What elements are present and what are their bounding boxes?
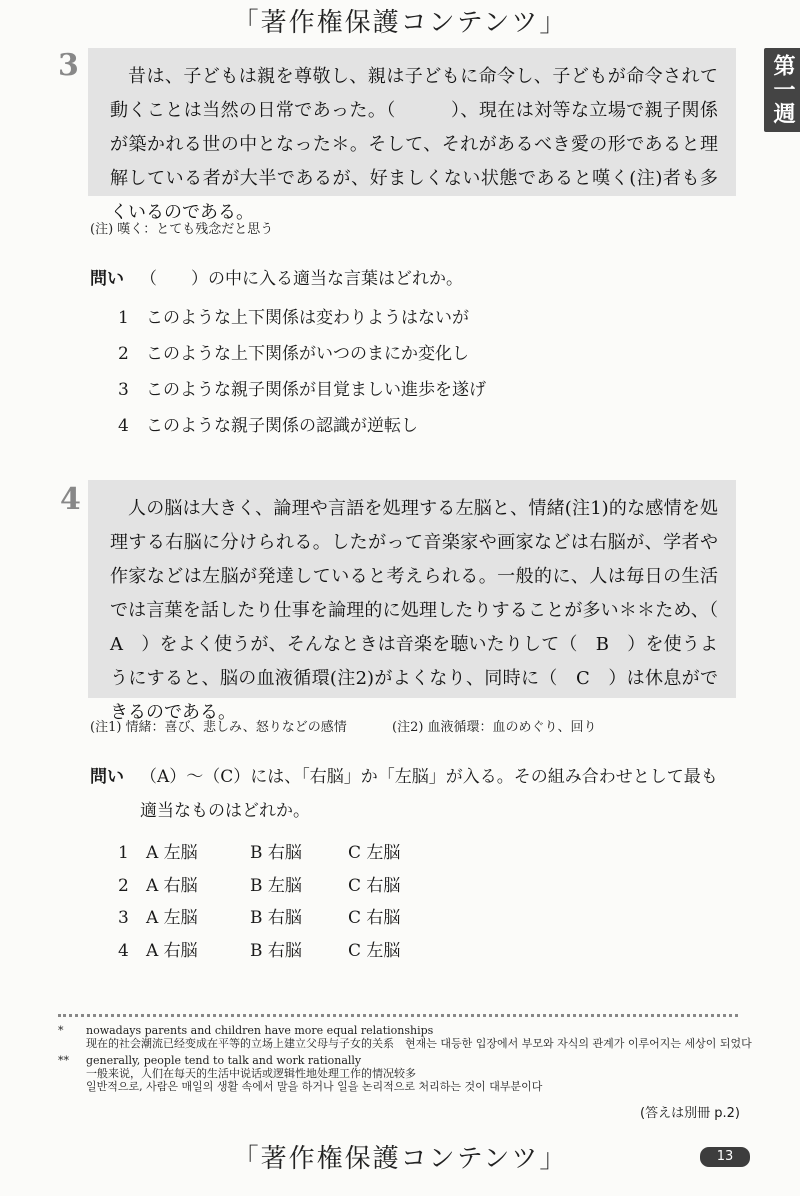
option-3-2[interactable] [118,338,486,374]
question-3 [90,262,730,296]
passage-3: 昔は、子どもは親を尊敬し、親は子どもに命令し、子どもが命令されて動くことは当然の日常であった。（ ）、現在は対等な立場で親子関係が築かれる世の中となった＊。そして、それがあるべき愛の形であると理解している者が大半であるが、好ましくない状態であると嘆く(注)者も多くいるのである。 [88,48,736,196]
question-tag: 問い [90,767,124,787]
option-a: A 左脳 [146,908,198,928]
footnote-mark: ** [58,1054,69,1067]
option-number: 1 [118,308,129,328]
footnote-divider [58,1014,738,1017]
option-number: 3 [118,908,129,928]
footnote-english: nowadays parents and children have more equal relationships [86,1024,434,1037]
note-4-2: (注2) 血液循環：血のめぐり、回り [392,720,597,735]
option-c: C 左脳 [348,843,401,863]
option-a: A 左脳 [146,843,198,863]
question-text: （A）～（C）には、「右脳」か「左脳」が入る。その組み合わせとして最も適当なものはどれか。 [140,767,718,821]
question-number-4: 4 [60,482,81,517]
option-number: 2 [118,875,129,896]
option-c: C 左脳 [348,940,401,961]
option-3-1[interactable] [118,302,486,338]
option-number: 4 [118,940,129,961]
option-4-2[interactable] [118,871,400,904]
option-3-4[interactable] [118,410,486,446]
page-number: 13 [700,1147,750,1167]
option-number: 3 [118,380,129,400]
option-4-1[interactable] [118,838,400,871]
option-4-4[interactable] [118,936,400,969]
option-text: このような上下関係がいつのまにか変化し [146,344,469,364]
question-text: （ ）の中に入る適当な言葉はどれか。 [140,269,463,289]
option-a: A 右脳 [146,940,198,961]
options-4 [118,838,400,968]
week-tab: 第一週 [764,48,800,132]
footnote-1 [58,1024,752,1050]
option-b: B 右脳 [250,843,302,863]
question-number-3: 3 [58,48,79,83]
option-4-3[interactable] [118,903,400,936]
footnote-2 [58,1054,542,1093]
passage-4: 人の脳は大きく、論理や言語を処理する左脳と、情緒(注1)的な感情を処理する右脳に分けられる。したがって音楽家や画家などは右脳が、学者や作家などは左脳が発達していると考えられる。一般的に、人は毎日の生活では言葉を話したり仕事を論理的に処理したりすることが多い＊＊ため、（ A ）をよく使うが、そんなときは音楽を聴いたりして（ B ）を使うようにすると、脳の血液循環(注2)がよくなり、同時に（ C ）は休息ができるのである。 [88,480,736,698]
option-text: このような上下関係は変わりようはないが [146,308,469,328]
option-b: B 左脳 [250,875,302,896]
question-4 [90,760,730,828]
option-text: このような親子関係の認識が逆転し [146,416,418,436]
option-3-3[interactable] [118,374,486,410]
option-c: C 右脳 [348,908,401,928]
note-3: (注) 嘆く：とても残念だと思う [90,222,274,237]
footnote-translation: 现在的社会潮流已经变成在平等的立场上建立父母与子女的关系 현재는 대등한 입장에서 부모와 자식의 관계가 이루어지는 세상이 되었다 [86,1037,752,1050]
footnote-korean: 일반적으로, 사람은 매일의 생활 속에서 말을 하거나 일을 논리적으로 처리하는 것이 대부분이다 [86,1080,543,1093]
answer-reference: (答えは別冊 p.2) [640,1106,740,1121]
note-4-1: (注1) 情緒：喜び、悲しみ、怒りなどの感情 [90,720,347,735]
footnote-mark: * [58,1024,64,1037]
question-tag: 問い [90,269,124,289]
option-number: 1 [118,843,129,863]
option-number: 2 [118,344,129,364]
footnote-chinese: 一般来说，人们在每天的生活中说话或逻辑性地处理工作的情况较多 [86,1067,416,1080]
copyright-watermark-bottom: 「著作権保護コンテンツ」 [232,1144,568,1174]
option-number: 4 [118,416,129,436]
option-a: A 右脳 [146,875,198,896]
footnote-english: generally, people tend to talk and work rationally [86,1054,362,1067]
option-text: このような親子関係が目覚ましい進歩を遂げ [146,380,486,400]
options-3 [118,302,486,446]
option-b: B 右脳 [250,940,302,961]
copyright-watermark-top: 「著作権保護コンテンツ」 [232,8,568,38]
option-b: B 右脳 [250,908,302,928]
option-c: C 右脳 [348,875,401,896]
